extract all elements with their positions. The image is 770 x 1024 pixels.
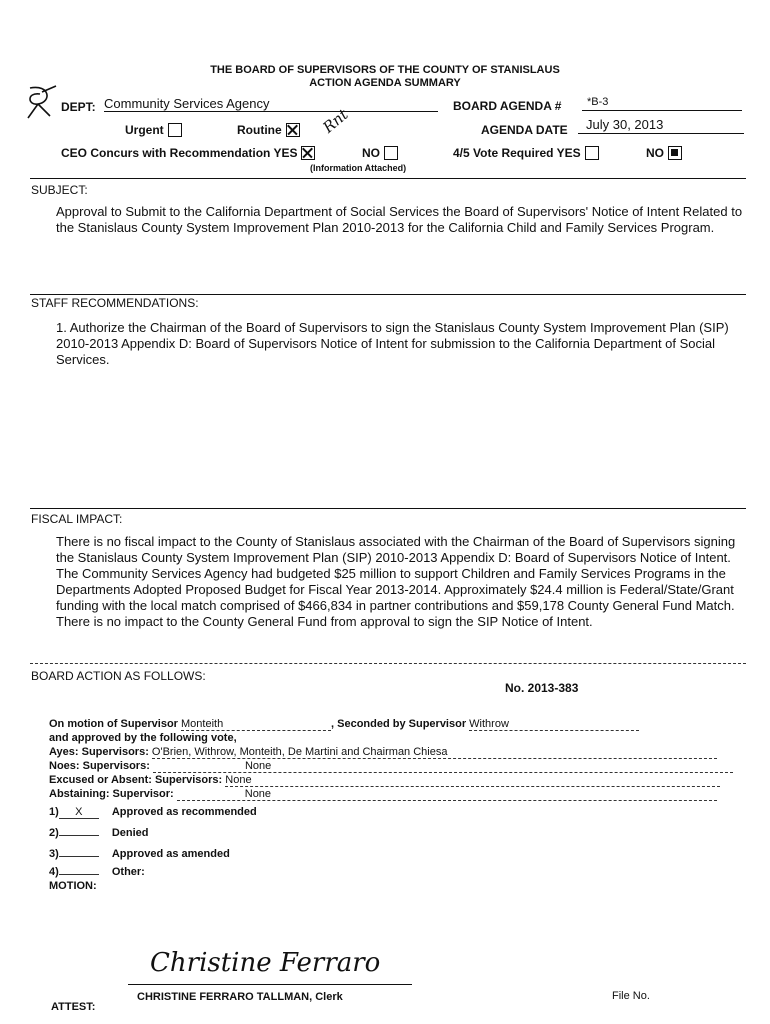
- noes-field[interactable]: [153, 760, 733, 773]
- clerk-signature: Christine Ferraro: [150, 948, 381, 978]
- excused-label: Excused or Absent: Supervisors:: [49, 774, 223, 786]
- routine-option[interactable]: [237, 123, 300, 137]
- excused-line: [49, 774, 720, 787]
- board-action-rule: [30, 663, 746, 664]
- fiscal-impact-label: FISCAL IMPACT:: [31, 512, 123, 526]
- dept-label: DEPT:: [61, 100, 96, 114]
- option-number: 2): [49, 827, 59, 839]
- attest-label: ATTEST:: [51, 1001, 96, 1013]
- ceo-concurs-label: CEO Concurs with Recommendation YES: [61, 146, 298, 160]
- board-action-number: No. 2013-383: [505, 681, 579, 695]
- ayes-value: O'Brien, Withrow, Monteith, De Martini and Chairman Chiesa: [151, 746, 448, 758]
- fiscal-rule: [30, 508, 746, 509]
- option-number: 4): [49, 866, 59, 878]
- urgent-option[interactable]: [125, 123, 182, 137]
- option-label: Approved as recommended: [111, 806, 257, 818]
- abstaining-label: Abstaining: Supervisor:: [49, 788, 174, 800]
- vote-no-label: NO: [646, 146, 664, 160]
- board-agenda-field[interactable]: [582, 96, 742, 111]
- option-denied[interactable]: [49, 827, 149, 839]
- option-approved-amended[interactable]: [49, 848, 230, 860]
- noes-value: None: [244, 760, 272, 772]
- noes-line: [49, 760, 733, 773]
- option-mark: [59, 874, 99, 875]
- dept-field[interactable]: [104, 95, 438, 112]
- urgent-checkbox[interactable]: [168, 123, 182, 137]
- option-mark: X: [59, 806, 99, 819]
- board-title: THE BOARD OF SUPERVISORS OF THE COUNTY OF STANISLAUS: [210, 64, 560, 76]
- seconded-field[interactable]: [469, 718, 639, 731]
- excused-field[interactable]: [225, 774, 720, 787]
- vote-required-label: 4/5 Vote Required YES: [453, 146, 581, 160]
- option-label: Approved as amended: [111, 848, 230, 860]
- motion-by-label: On motion of Supervisor: [49, 718, 178, 730]
- ceo-concurs-option[interactable]: [61, 146, 315, 160]
- motion-by-field[interactable]: [181, 718, 331, 731]
- board-agenda-value: *B-3: [587, 96, 609, 108]
- abstaining-value: None: [244, 788, 272, 800]
- board-action-label: BOARD ACTION AS FOLLOWS:: [31, 669, 206, 683]
- form-title: ACTION AGENDA SUMMARY: [309, 77, 461, 89]
- seconded-value: Withrow: [469, 718, 509, 730]
- noes-label: Noes: Supervisors:: [49, 760, 150, 772]
- excused-value: None: [225, 774, 252, 786]
- ayes-line: [49, 746, 717, 759]
- option-other[interactable]: [49, 866, 145, 878]
- vote-no-checkbox[interactable]: [668, 146, 682, 160]
- vote-required-no-option[interactable]: [646, 146, 682, 160]
- ayes-label: Ayes: Supervisors:: [49, 746, 149, 758]
- ceo-no-checkbox[interactable]: [384, 146, 398, 160]
- handwritten-initials-mark: [20, 82, 60, 122]
- option-mark: [59, 856, 99, 857]
- agenda-date-label: AGENDA DATE: [481, 123, 568, 137]
- seconded-label: , Seconded by Supervisor: [331, 718, 467, 730]
- fiscal-impact-text: There is no fiscal impact to the County of Stanislaus associated with the Chairman of the Board of Supervisors signing the Stanislaus County System Improvement Plan (SIP) 2010-2013 Appendix D: Board of Supervisors Notice of Intent. The Community Services Agency had budgeted $25 million to support Children and Family Services Programs in the Departments Adopted Proposed Budget for Fiscal Year 2013-2014. Approximately $24.4 million is Federal/State/Grant funding with the local match comprised of $466,834 in partner contributions and $59,178 County General Fund Match. There is no impact to the County General Fund from approval to sign the SIP Notice of Intent.: [56, 534, 736, 629]
- file-no-label: File No.: [612, 990, 650, 1002]
- staff-rule: [30, 294, 746, 295]
- option-number: 3): [49, 848, 59, 860]
- subject-rule: [30, 178, 746, 179]
- dept-value: Community Services Agency: [104, 96, 270, 111]
- subject-label: SUBJECT:: [31, 183, 88, 197]
- routine-label: Routine: [237, 123, 282, 137]
- vote-yes-checkbox[interactable]: [585, 146, 599, 160]
- option-number: 1): [49, 806, 59, 818]
- routine-checkbox[interactable]: [286, 123, 300, 137]
- subject-text: Approval to Submit to the California Department of Social Services the Board of Supervisors' Notice of Intent Related to the Stanislaus County System Improvement Plan 2010-2013 for the California Child and Family Services Program.: [56, 204, 743, 235]
- vote-required-yes-option[interactable]: [453, 146, 599, 160]
- urgent-label: Urgent: [125, 123, 164, 137]
- option-approved-recommended[interactable]: [49, 806, 257, 819]
- ceo-no-label: NO: [362, 146, 380, 160]
- signature-line: [128, 984, 412, 985]
- staff-recommendations-label: STAFF RECOMMENDATIONS:: [31, 296, 199, 310]
- ayes-field[interactable]: [152, 746, 717, 759]
- clerk-name: CHRISTINE FERRARO TALLMAN, Clerk: [137, 991, 343, 1003]
- staff-recommendations-text: 1. Authorize the Chairman of the Board of Supervisors to sign the Stanislaus County System Improvement Plan (SIP) 2010-2013 Appendix D: Board of Supervisors Notice of Intent for submission to the California Department of Social Services.: [56, 320, 729, 367]
- motion-label: MOTION:: [49, 880, 97, 892]
- ceo-yes-checkbox[interactable]: [301, 146, 315, 160]
- option-mark: [59, 835, 99, 836]
- handwritten-initials: Rnt: [319, 105, 352, 137]
- motion-line: [49, 718, 639, 731]
- ceo-no-option[interactable]: [362, 146, 398, 160]
- motion-by-value: Monteith: [181, 718, 224, 730]
- option-label: Other:: [111, 866, 145, 878]
- agenda-date-field[interactable]: [578, 116, 744, 134]
- approved-vote-line: and approved by the following vote,: [49, 732, 237, 744]
- info-attached-note: (Information Attached): [310, 163, 407, 173]
- abstaining-field[interactable]: [177, 788, 717, 801]
- option-label: Denied: [111, 827, 149, 839]
- agenda-date-value: July 30, 2013: [586, 117, 664, 132]
- abstaining-line: [49, 788, 717, 801]
- board-agenda-label: BOARD AGENDA #: [453, 99, 562, 113]
